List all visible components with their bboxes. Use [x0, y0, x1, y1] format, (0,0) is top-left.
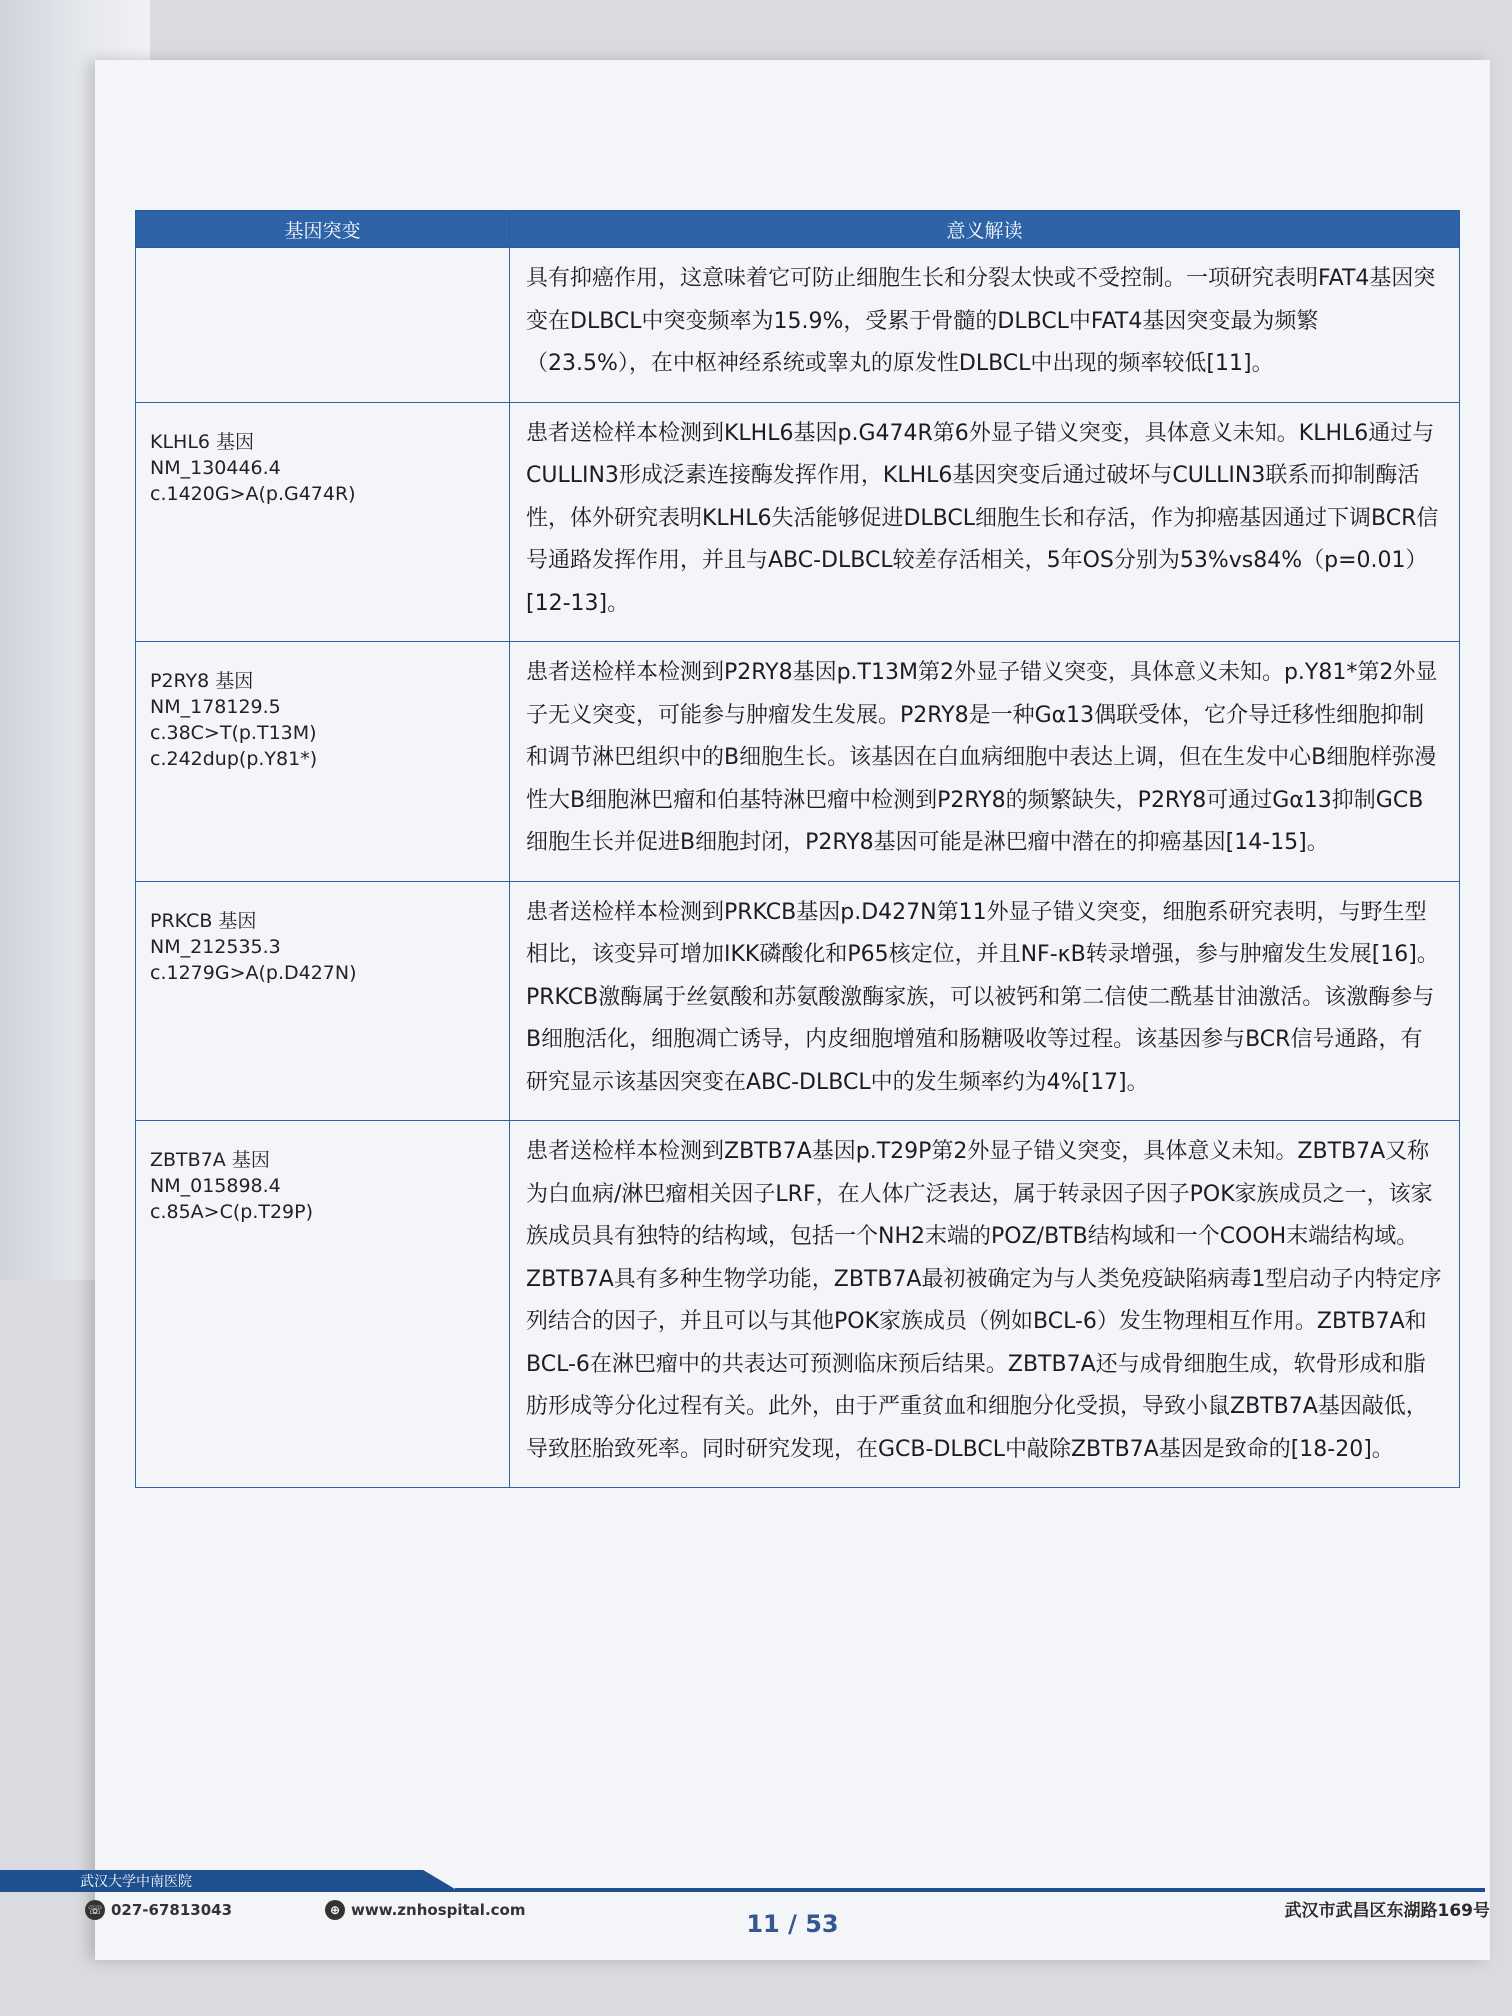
phone-number: 027-67813043 — [111, 1901, 233, 1919]
globe-icon: ⊕ — [325, 1900, 345, 1920]
report-page — [80, 60, 1490, 1960]
table-row — [136, 402, 1460, 642]
gene-name: ZBTB7A 基因 — [150, 1149, 270, 1171]
gene-cell — [136, 1121, 510, 1488]
meaning-cell — [510, 642, 1460, 882]
footer-divider — [455, 1888, 1485, 1892]
meaning-paragraph: 患者送检样本检测到KLHL6基因p.G474R第6外显子错义突变，具体意义未知。KLHL6通过与CULLIN3形成泛素连接酶发挥作用，KLHL6基因突变后通过破坏与CULLIN3联系而抑制酶活性，体外研究表明KLHL6失活能够促进DLBCL细胞生长和存活，作为抑癌基因通过下调BCR信号通路发挥作用，并且与ABC-DLBCL较差存活相关，5年OS分别为53%vs84%（p=0.01）[12-13]。 — [526, 420, 1439, 616]
meaning-paragraph: PRKCB激酶属于丝氨酸和苏氨酸激酶家族，可以被钙和第二信使二酰基甘油激活。该激酶参与B细胞活化，细胞凋亡诱导，内皮细胞增殖和肠糖吸收等过程。该基因参与BCR信号通路，有研究显示该基因突变在ABC-DLBCL中的发生频率约为4%[17]。 — [526, 984, 1435, 1095]
meaning-cell — [510, 881, 1460, 1121]
variant: c.1279G>A(p.D427N) — [150, 961, 357, 984]
table-header-row — [136, 211, 1460, 248]
variant: c.242dup(p.Y81*) — [150, 748, 318, 770]
header-meaning: 意义解读 — [510, 211, 1460, 248]
meaning-paragraph: 患者送检样本检测到P2RY8基因p.T13M第2外显子错义突变，具体意义未知。p.Y81*第2外显子无义突变，可能参与肿瘤发生发展。P2RY8是一种Gα13偶联受体，它介导迁移性细胞抑制和调节淋巴组织中的B细胞生长。该基因在白血病细胞中表达上调，但在生发中心B细胞样弥漫性大B细胞淋巴瘤和伯基特淋巴瘤中检测到P2RY8的频繁缺失，P2RY8可通过Gα13抑制GCB细胞生长并促进B细胞封闭，P2RY8基因可能是淋巴瘤中潜在的抑癌基因[14-15]。 — [526, 660, 1438, 855]
hospital-address: 武汉市武昌区东湖路169号 — [1284, 1901, 1490, 1921]
gene-cell — [136, 248, 510, 403]
footer-band — [0, 1870, 460, 1892]
hospital-name: 武汉大学中南医院 — [80, 1874, 192, 1890]
meaning-cell — [510, 1121, 1460, 1488]
gene-name: P2RY8 基因 — [150, 670, 254, 692]
transcript-id: NM_130446.4 — [150, 456, 281, 479]
meaning-cell — [510, 248, 1460, 403]
meaning-paragraph: 患者送检样本检测到ZBTB7A基因p.T29P第2外显子错义突变，具体意义未知。ZBTB7A又称为白血病/淋巴瘤相关因子LRF，在人体广泛表达，属于转录因子因子POK家族成员之一，该家族成员具有独特的结构域，包括一个NH2末端的POZ/BTB结构域和一个COOH末端结构域。ZBTB7A具有多种生物学功能，ZBTB7A最初被确定为与人类免疫缺陷病毒1型启动子内特定序列结合的因子，并且可以与其他POK家族成员（例如BCL-6）发生物理相互作用。ZBTB7A和BCL-6在淋巴瘤中的共表达可预测临床预后结果。ZBTB7A还与成骨细胞生成，软骨形成和脂肪形成等分化过程有关。此外，由于严重贫血和细胞分化受损，导致小鼠ZBTB7A基因敲低，导致胚胎致死率。同时研究发现，在GCB-DLBCL中敲除ZBTB7A基因是致命的[18-20]。 — [526, 1139, 1442, 1462]
phone-icon: ☏ — [85, 1900, 105, 1920]
table-row — [136, 1121, 1460, 1488]
transcript-id: NM_178129.5 — [150, 696, 281, 718]
gene-name: PRKCB 基因 — [150, 909, 257, 932]
table-row — [136, 642, 1460, 882]
variant: c.38C>T(p.T13M) — [150, 722, 317, 744]
header-gene-mutation: 基因突变 — [136, 211, 510, 248]
meaning-paragraph: 具有抑癌作用，这意味着它可防止细胞生长和分裂太快或不受控制。一项研究表明FAT4基因突变在DLBCL中突变频率为15.9%，受累于骨髓的DLBCL中FAT4基因突变最为频繁（23.5%），在中枢神经系统或睾丸的原发性DLBCL中出现的频率较低[11]。 — [526, 266, 1436, 376]
transcript-id: NM_212535.3 — [150, 935, 281, 958]
page-number: 11 / 53 — [746, 1910, 839, 1938]
variant: c.85A>C(p.T29P) — [150, 1201, 314, 1223]
gene-name: KLHL6 基因 — [150, 430, 255, 453]
variant: c.1420G>A(p.G474R) — [150, 482, 356, 505]
table-row — [136, 248, 1460, 403]
gene-mutation-table — [135, 210, 1460, 1488]
meaning-cell — [510, 402, 1460, 642]
gene-cell — [136, 402, 510, 642]
meaning-paragraph: 患者送检样本检测到PRKCB基因p.D427N第11外显子错义突变，细胞系研究表明，与野生型相比，该变异可增加IKK磷酸化和P65核定位，并且NF-κB转录增强，参与肿瘤发生发展[16]。 — [526, 899, 1439, 967]
gene-cell — [136, 642, 510, 882]
transcript-id: NM_015898.4 — [150, 1175, 281, 1197]
table-row — [136, 881, 1460, 1121]
website-link[interactable]: www.znhospital.com — [351, 1901, 526, 1919]
gene-cell — [136, 881, 510, 1121]
